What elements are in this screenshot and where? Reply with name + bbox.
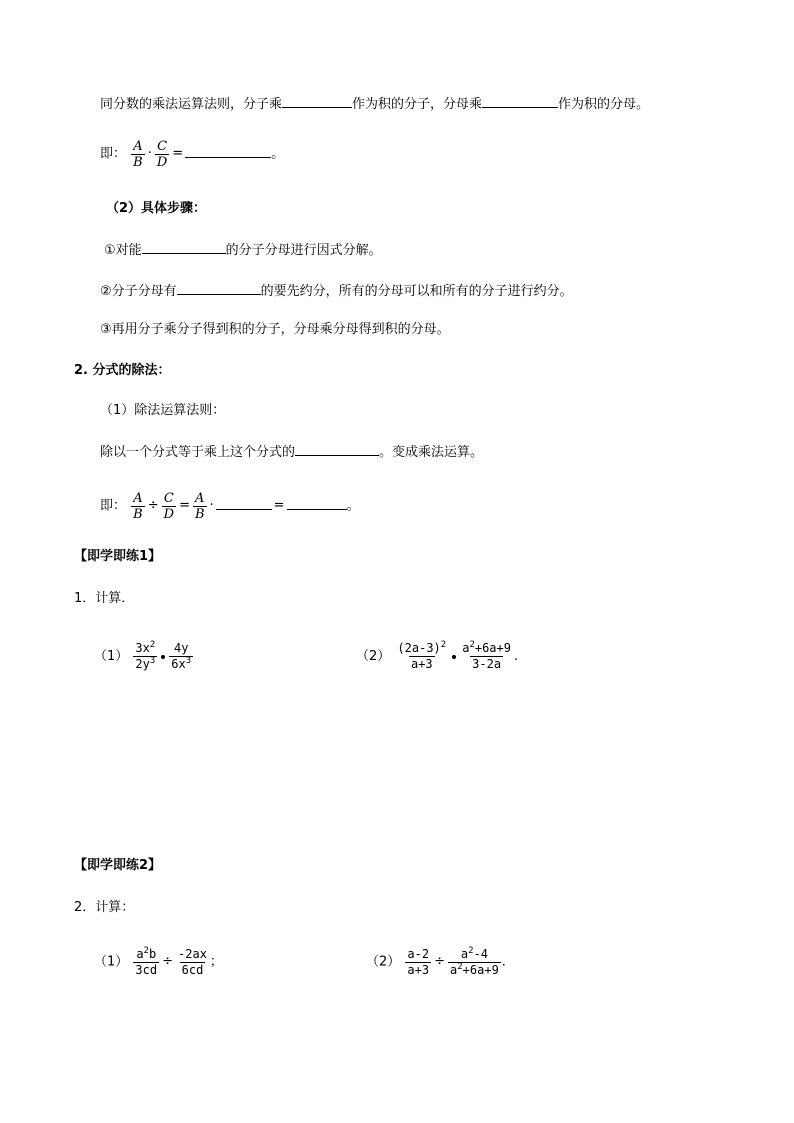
denominator-rest: +6a+9 <box>462 962 499 977</box>
rule-text-1: 同分数的乘法运算法则，分子乘 <box>100 97 283 112</box>
item-end: . <box>513 649 519 664</box>
denominator: 3-2a <box>472 657 502 671</box>
numerator-base: a <box>136 946 144 961</box>
blank-denominator[interactable] <box>482 93 558 108</box>
numerator-c: C <box>163 490 174 506</box>
step1-text-a: ①对能 <box>104 243 142 258</box>
division-heading: 2. 分式的除法： <box>74 363 171 378</box>
division-rule <box>100 441 483 463</box>
numerator: (2a-3) <box>397 641 441 655</box>
practice1-question: 1．计算． <box>74 591 135 606</box>
fraction-2 <box>176 947 209 978</box>
steps-heading: （2）具体步骤： <box>106 201 207 216</box>
practice2-item1 <box>94 942 223 983</box>
formula-end: 。 <box>271 146 285 162</box>
numerator-a: A <box>133 490 143 506</box>
numerator-rest: b <box>148 946 157 961</box>
exponent: 2 <box>468 945 474 956</box>
multiplication-rule-line <box>100 93 649 115</box>
practice2-question: 2．计算： <box>74 900 135 915</box>
numerator-c: C <box>157 138 168 154</box>
denominator-d: D <box>156 154 168 170</box>
blank-step2[interactable] <box>177 280 261 295</box>
multiplication-formula <box>100 137 284 172</box>
item-end: . <box>501 954 506 970</box>
practice1-item1 <box>94 637 194 677</box>
denominator-b: B <box>133 506 143 522</box>
division-rule-text-b: 。变成乘法运算。 <box>379 445 484 460</box>
practice2-item2 <box>366 942 506 983</box>
step2-text-b: 的要先约分，所有的分母可以和所有的分子进行约分。 <box>260 284 573 299</box>
blank-numerator[interactable] <box>282 93 352 108</box>
divide-operator: ÷ <box>434 954 446 969</box>
formula-prefix: 即： <box>100 146 127 162</box>
practice2-title: 【即学即练2】 <box>74 858 162 873</box>
fraction-2 <box>460 641 513 672</box>
fraction-a-b <box>131 491 145 522</box>
division-subheading: （1）除法运算法则： <box>100 403 226 418</box>
blank-step1[interactable] <box>142 239 226 254</box>
rule-text-3: 作为积的分母。 <box>558 97 650 112</box>
numerator-a: A <box>195 490 205 506</box>
practice1-item2 <box>356 637 518 677</box>
exponent: 2 <box>149 640 156 650</box>
exponent: 3 <box>185 656 192 666</box>
division-rule-text-a: 除以一个分式等于乘上这个分式的 <box>100 445 296 460</box>
fraction-a-b-2 <box>193 491 207 522</box>
denominator: a+3 <box>410 657 433 671</box>
numerator: a-2 <box>407 946 430 961</box>
multiply-dot-icon <box>161 655 165 659</box>
divide-operator: ÷ <box>162 954 174 969</box>
item-label: （2） <box>356 649 391 664</box>
fraction-1 <box>133 947 159 978</box>
denominator-b: B <box>133 154 143 170</box>
denominator: a+3 <box>407 962 430 977</box>
blank-reciprocal-fraction[interactable] <box>216 495 272 510</box>
equals-sign-2: = <box>273 498 285 513</box>
denominator-d: D <box>163 506 175 522</box>
rule-text-2: 作为积的分子，分母乘 <box>352 97 483 112</box>
denominator: 6cd <box>181 962 204 977</box>
dot-operator: · <box>147 146 152 161</box>
division-formula-prefix: 即： <box>100 498 127 514</box>
fraction-1 <box>395 641 448 672</box>
exponent: 2 <box>143 945 149 956</box>
item-label: （1） <box>94 649 129 664</box>
numerator-rest: +6a+9 <box>474 641 511 655</box>
step2-text-a: ②分子分母有 <box>100 284 177 299</box>
numerator-a: A <box>133 138 143 154</box>
step-1 <box>104 239 382 261</box>
fraction-1 <box>133 641 157 672</box>
division-formula-end: 。 <box>346 498 360 514</box>
exponent: 2 <box>469 640 475 650</box>
item-label: （1） <box>94 954 129 970</box>
numerator: -2ax <box>178 946 207 961</box>
divide-operator: ÷ <box>147 498 159 513</box>
fraction-c-d <box>155 139 169 170</box>
dot-operator: · <box>209 498 214 513</box>
multiply-dot-icon <box>452 655 456 659</box>
step-2 <box>100 280 573 302</box>
numerator: 3x <box>135 641 150 655</box>
denominator-b: B <box>194 506 205 522</box>
denominator: 6x <box>171 657 186 671</box>
equals-sign: = <box>179 498 190 513</box>
blank-product[interactable] <box>185 143 271 158</box>
equals-sign: = <box>172 146 184 161</box>
blank-reciprocal[interactable] <box>295 441 379 456</box>
numerator-rest: -4 <box>473 946 488 961</box>
blank-division-result[interactable] <box>287 495 347 510</box>
exponent: 3 <box>149 656 156 666</box>
exponent: 2 <box>457 961 463 972</box>
step1-text-b: 的分子分母进行因式分解。 <box>225 243 382 258</box>
division-formula <box>100 489 360 524</box>
fraction-a-b <box>131 139 145 170</box>
denominator-base: a <box>450 962 458 977</box>
numerator-base: a <box>460 946 469 961</box>
fraction-c-d <box>162 491 176 522</box>
denominator: 3cd <box>135 962 158 977</box>
numerator: 4y <box>174 641 189 655</box>
item-label: （2） <box>366 954 401 970</box>
item-end: ； <box>209 954 223 970</box>
step-3: ③再用分子乘分子得到积的分子，分母乘分母得到积的分母。 <box>100 322 450 337</box>
fraction-2 <box>169 641 193 672</box>
practice1-title: 【即学即练1】 <box>74 549 162 564</box>
exponent: 2 <box>440 640 447 650</box>
numerator-base: a <box>462 641 470 655</box>
denominator: 2y <box>135 657 150 671</box>
fraction-2 <box>448 947 501 978</box>
fraction-1 <box>405 947 431 978</box>
